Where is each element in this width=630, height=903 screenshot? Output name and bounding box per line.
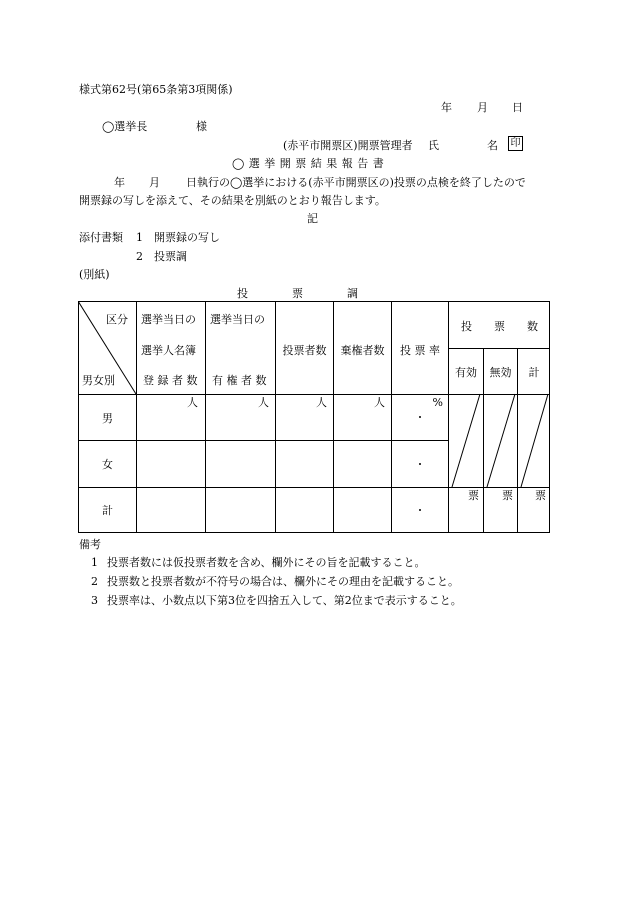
date-month: 月 (477, 101, 488, 114)
body-month: 月 (149, 176, 160, 189)
decimal-dot: ・ (414, 504, 426, 517)
document-title: ◯ 選 挙 開 票 結 果 報 告 書 (232, 157, 385, 170)
remark-no: 3 (91, 594, 98, 607)
unit-label: % (432, 396, 443, 409)
sender-shi: 氏 (428, 139, 439, 152)
header-col5: 投 票 率 (400, 344, 440, 357)
header-kubun: 区分 (106, 313, 128, 326)
header-col2-line2: 有 権 者 数 (212, 374, 267, 387)
vote-table (78, 301, 550, 533)
header-votes-invalid: 無効 (489, 366, 512, 379)
remark-text: 投票数と投票者数が不符号の場合は、欄外にその理由を記載すること。 (107, 575, 459, 588)
attachment-text: 投票調 (154, 250, 187, 263)
table-title: 投 票 調 (237, 287, 358, 300)
row-label-male: 男 (102, 412, 113, 425)
form-number: 様式第62号(第65条第3項関係) (79, 83, 233, 96)
seal-mark: 印 (508, 136, 523, 151)
header-col1-line3: 登 録 者 数 (143, 374, 198, 387)
header-votes: 投 票 数 (461, 320, 538, 333)
row-label-total: 計 (102, 504, 113, 517)
unit-label: 人 (316, 396, 327, 409)
unit-label: 人 (258, 396, 269, 409)
attachment-no: 2 (136, 250, 143, 263)
header-col2-line1: 選挙当日の (210, 313, 265, 326)
betsushi-label: (別紙) (79, 268, 110, 281)
header-col1-line2: 選挙人名簿 (141, 344, 196, 357)
header-danjobetsu: 男女別 (82, 374, 115, 387)
header-col1-line1: 選挙当日の (141, 313, 196, 326)
row-label-female: 女 (102, 458, 113, 471)
header-col3: 投票者数 (282, 344, 327, 357)
header-col4: 棄権者数 (340, 344, 385, 357)
remark-no: 2 (91, 575, 98, 588)
unit-label: 人 (187, 396, 198, 409)
vote-unit: 票 (535, 489, 546, 502)
table-grid (78, 301, 550, 533)
ki-heading: 記 (307, 212, 318, 225)
unit-label: 人 (374, 396, 385, 409)
attachment-no: 1 (136, 231, 143, 244)
header-votes-valid: 有効 (455, 366, 477, 379)
attachment-text: 開票録の写し (154, 231, 220, 244)
date-year: 年 (441, 101, 452, 114)
date-day: 日 (512, 101, 523, 114)
body-line1-rest: 日執行の◯選挙における(赤平市開票区の)投票の点検を終了したので (186, 176, 526, 189)
remark-text: 投票率は、小数点以下第3位を四捨五入して、第2位まで表示すること。 (107, 594, 462, 607)
remark-text: 投票者数には仮投票者数を含め、欄外にその旨を記載すること。 (107, 556, 426, 569)
vote-unit: 票 (468, 489, 479, 502)
sender-org: (赤平市開票区)開票管理者 (283, 139, 413, 152)
sender-mei: 名 (487, 139, 498, 152)
addressee-name: ◯選挙長 (102, 120, 148, 133)
attachments-label: 添付書類 (79, 231, 123, 244)
vote-unit: 票 (502, 489, 513, 502)
body-year: 年 (114, 176, 125, 189)
remarks-label: 備考 (79, 538, 101, 551)
decimal-dot: ・ (414, 458, 426, 471)
addressee-honorific: 様 (196, 120, 207, 133)
decimal-dot: ・ (414, 411, 426, 424)
header-votes-total: 計 (528, 366, 540, 379)
body-line2: 開票録の写しを添えて、その結果を別紙のとおり報告します。 (79, 194, 386, 207)
remark-no: 1 (91, 556, 98, 569)
